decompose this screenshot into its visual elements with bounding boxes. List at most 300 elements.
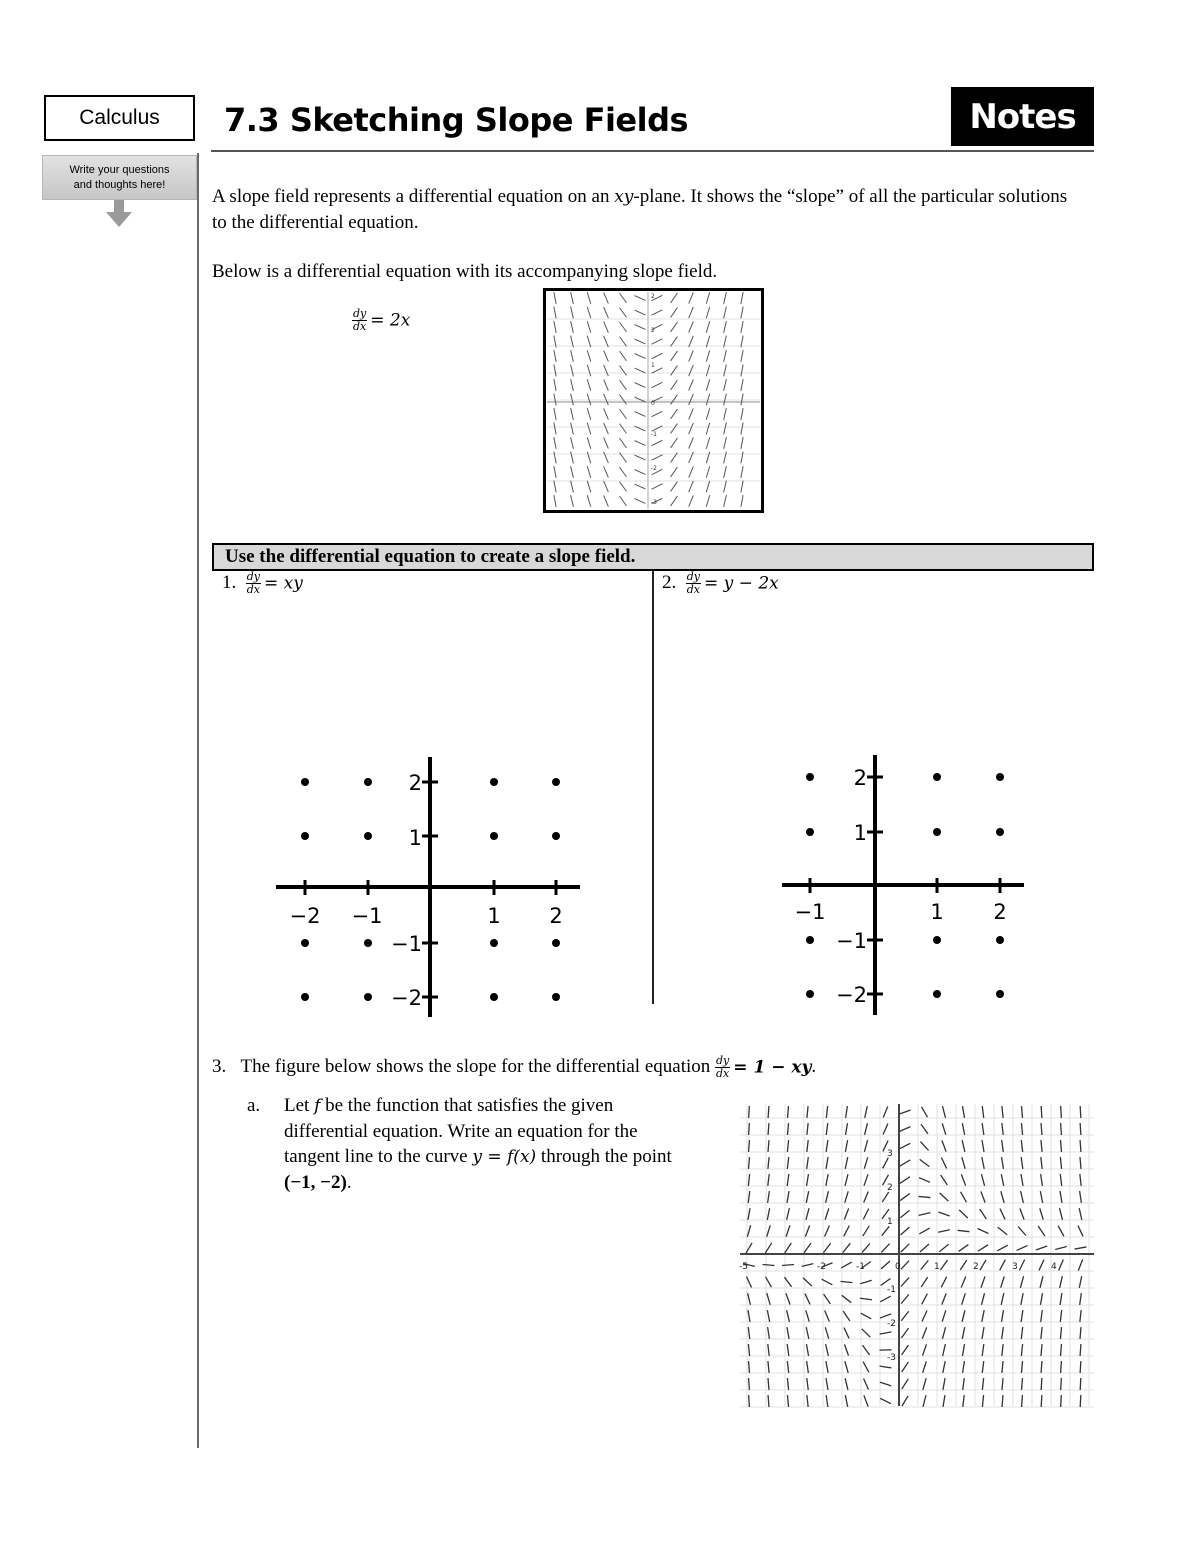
slope-segment <box>1075 1247 1087 1249</box>
slope-segment <box>900 1143 911 1148</box>
slope-segment <box>962 1293 966 1304</box>
slope-segment <box>958 1230 970 1231</box>
slope-segment <box>864 1174 868 1185</box>
slope-segment <box>1038 1226 1045 1236</box>
y-tick-label: 1 <box>408 826 422 850</box>
slope-segment <box>1080 1106 1081 1118</box>
grid-point <box>364 778 372 786</box>
slope-segment <box>825 1327 828 1338</box>
slope-segment <box>902 1345 909 1355</box>
slope-segment <box>826 1378 828 1390</box>
grid-point <box>806 990 814 998</box>
slope-segment <box>921 1277 928 1287</box>
grid-point <box>996 936 1004 944</box>
slope-segment <box>921 1260 929 1269</box>
slope-segment <box>768 1123 769 1135</box>
y-tick-label: −1 <box>391 932 422 956</box>
slope-segment <box>826 1140 828 1152</box>
slope-segment <box>1080 1191 1082 1203</box>
slope-segment <box>1021 1157 1023 1169</box>
grid-point <box>364 939 372 947</box>
slope-segment <box>920 1159 930 1166</box>
slope-segment <box>747 1225 750 1237</box>
slope-segment <box>923 1344 927 1355</box>
x-tick-label: 1 <box>487 904 501 928</box>
grid-point <box>301 778 309 786</box>
slope-segment <box>982 1310 984 1322</box>
slope-segment <box>1080 1123 1081 1135</box>
y-axis-label: 3 <box>887 1149 893 1159</box>
slope-segment <box>962 1140 965 1152</box>
slope-segment <box>961 1276 966 1287</box>
slope-segment <box>763 1265 775 1266</box>
slope-segment <box>900 1193 910 1200</box>
column-divider <box>652 571 654 1004</box>
slope-segment <box>1001 1276 1005 1287</box>
slope-segment <box>880 1382 891 1386</box>
y-axis-label: 2 <box>651 327 655 334</box>
slope-segment <box>960 1260 967 1270</box>
slope-segment <box>1060 1174 1061 1186</box>
slope-segment <box>981 1276 985 1287</box>
slope-segment <box>787 1174 789 1186</box>
slope-segment <box>1001 1293 1004 1305</box>
grid-point <box>996 990 1004 998</box>
slope-segment <box>749 1378 750 1390</box>
slope-segment <box>806 1208 809 1220</box>
slope-segment <box>1020 1276 1023 1288</box>
down-arrow-icon <box>104 200 134 230</box>
slope-segment <box>748 1310 750 1322</box>
slope-segment <box>846 1106 848 1118</box>
y-axis-label: 0 <box>651 400 655 407</box>
slope-segment <box>788 1106 789 1118</box>
slope-segment <box>1080 1174 1081 1186</box>
x-axis-label: -5 <box>739 1262 748 1272</box>
slope-segment <box>923 1395 926 1407</box>
slope-segment <box>922 1327 926 1338</box>
slope-segment <box>901 1278 909 1287</box>
slope-segment <box>938 1212 949 1216</box>
slope-segment <box>787 1157 788 1169</box>
slope-segment <box>982 1140 984 1152</box>
problem-2-equation: 2. $\frac{dy}{dx}$ = y − 2x <box>662 570 779 596</box>
slope-segment <box>807 1174 809 1186</box>
slope-segment <box>982 1395 983 1407</box>
slope-segment <box>805 1225 809 1236</box>
slope-segment <box>1021 1174 1023 1186</box>
slope-segment <box>1061 1395 1062 1407</box>
slope-segment <box>1080 1140 1081 1152</box>
grid-point <box>806 828 814 836</box>
slope-segment <box>942 1140 946 1151</box>
grid-point <box>806 773 814 781</box>
slope-segment <box>1019 1260 1024 1271</box>
y-axis-label: 1 <box>887 1217 893 1227</box>
slope-segment <box>807 1361 809 1373</box>
slope-segment <box>899 1110 910 1114</box>
slope-segment <box>1021 1123 1022 1135</box>
slope-segment <box>941 1158 946 1169</box>
slope-segment <box>938 1230 950 1233</box>
slope-segment <box>942 1293 946 1304</box>
slope-segment <box>980 1260 986 1270</box>
slope-segment <box>768 1378 769 1390</box>
slope-segment <box>749 1140 750 1152</box>
slope-segment <box>1002 1361 1003 1373</box>
slope-segment <box>881 1261 890 1269</box>
slope-segment <box>1002 1378 1003 1390</box>
slope-segment <box>787 1361 788 1373</box>
margin-note: Write your questions and thoughts here! <box>42 155 197 200</box>
slope-segment <box>1060 1276 1063 1288</box>
problem-1-grid <box>270 755 590 1020</box>
slope-segment <box>748 1327 750 1339</box>
slope-segment <box>825 1208 829 1219</box>
slope-segment <box>826 1344 829 1356</box>
slope-segment <box>844 1344 848 1355</box>
slope-segment <box>1058 1226 1064 1237</box>
slope-segment <box>982 1361 983 1373</box>
slope-segment <box>962 1157 965 1169</box>
slope-segment <box>1041 1106 1042 1118</box>
slope-segment <box>1022 1106 1023 1118</box>
slope-segment <box>1036 1246 1047 1250</box>
slope-segment <box>980 1209 987 1219</box>
slope-segment <box>749 1106 750 1118</box>
example-intro: Below is a differential equation with its accompanying slope field. <box>212 261 718 282</box>
y-tick-label: −1 <box>836 929 867 953</box>
page-title: 7.3 Sketching Slope Fields <box>224 101 689 139</box>
slope-segment <box>768 1361 769 1373</box>
slope-segment <box>1041 1123 1042 1135</box>
slope-segment <box>998 1227 1007 1234</box>
slope-segment <box>1080 1327 1081 1339</box>
slope-segment <box>825 1310 830 1321</box>
slope-segment <box>748 1361 749 1373</box>
slope-segment <box>804 1243 811 1253</box>
slope-segment <box>1021 1293 1023 1305</box>
slope-segment <box>787 1191 789 1203</box>
slope-segment <box>962 1344 964 1356</box>
slope-segment <box>997 1245 1008 1251</box>
y-axis-label: -3 <box>651 499 657 506</box>
slope-segment <box>919 1178 930 1183</box>
slope-segment <box>919 1213 931 1216</box>
slope-segment <box>1060 1157 1061 1169</box>
slope-segment <box>1021 1327 1022 1339</box>
slope-segment <box>1021 1310 1023 1322</box>
slope-segment <box>787 1208 790 1220</box>
slope-segment <box>962 1310 965 1322</box>
grid-point <box>806 936 814 944</box>
slope-segment <box>807 1378 808 1390</box>
slope-segment <box>1080 1157 1081 1169</box>
grid-point <box>490 778 498 786</box>
slope-segment <box>805 1294 810 1305</box>
slope-segment <box>942 1327 945 1339</box>
slope-segment <box>883 1158 889 1169</box>
slope-segment <box>981 1191 985 1202</box>
x-tick-label: 1 <box>930 900 944 924</box>
grid-point <box>552 993 560 1001</box>
slope-segment <box>940 1260 947 1270</box>
slope-segment <box>922 1311 927 1322</box>
slope-segment <box>1061 1378 1062 1390</box>
slope-segment <box>1079 1276 1081 1288</box>
slope-segment <box>787 1123 788 1135</box>
slope-segment <box>981 1293 984 1305</box>
slope-segment <box>1080 1293 1082 1305</box>
slope-segment <box>943 1395 945 1407</box>
slope-segment <box>919 1228 929 1234</box>
y-tick-label: 2 <box>853 766 867 790</box>
slope-segment <box>901 1227 910 1235</box>
slope-segment <box>1002 1140 1004 1152</box>
slope-segment <box>1021 1140 1022 1152</box>
slope-segment <box>923 1361 927 1372</box>
slope-segment <box>902 1396 908 1406</box>
slope-segment <box>1080 1395 1081 1407</box>
y-axis-label: -1 <box>887 1285 896 1295</box>
slope-segment <box>1061 1344 1062 1356</box>
slope-segment <box>899 1127 910 1132</box>
slope-segment <box>1040 1191 1042 1203</box>
slope-segment <box>806 1344 808 1356</box>
slope-segment <box>1041 1157 1042 1169</box>
slope-segment <box>1041 1174 1043 1186</box>
slope-segment <box>768 1327 770 1339</box>
slope-segment <box>842 1295 851 1302</box>
slope-segment <box>1021 1191 1024 1203</box>
slope-segment <box>920 1142 928 1151</box>
slope-segment <box>1000 1260 1006 1271</box>
slope-segment <box>1002 1344 1003 1356</box>
slope-segment <box>883 1106 888 1117</box>
slope-segment <box>1002 1395 1003 1407</box>
slope-segment <box>1040 1208 1043 1219</box>
problem-3a: a. Let f be the function that satisfies the given differential equation. Write an equation for the tangent line to the curve y = f(x) through the point (−1, −2). <box>247 1095 672 1193</box>
slope-segment <box>844 1328 849 1339</box>
slope-segment <box>1060 1310 1061 1322</box>
slope-segment <box>901 1261 909 1270</box>
slope-segment <box>865 1106 868 1118</box>
problem-2-grid <box>778 753 1028 1018</box>
slope-segment <box>1002 1327 1004 1339</box>
slope-segment <box>900 1210 909 1218</box>
x-tick-label: 2 <box>993 900 1007 924</box>
slope-segment <box>978 1245 988 1251</box>
slope-segment <box>982 1157 984 1169</box>
slope-segment <box>1059 1259 1064 1270</box>
slope-segment <box>1041 1361 1042 1373</box>
slope-segment <box>807 1140 808 1152</box>
slope-segment <box>748 1157 749 1169</box>
slope-segment <box>864 1157 868 1168</box>
slope-segment <box>749 1123 750 1135</box>
y-axis-label: -1 <box>651 431 657 438</box>
slope-segment <box>900 1177 910 1184</box>
slope-segment <box>978 1229 989 1234</box>
slope-segment <box>1061 1106 1062 1118</box>
x-axis-label: 3 <box>1012 1262 1018 1272</box>
slope-segment <box>1018 1227 1026 1236</box>
slope-segment <box>1078 1259 1082 1270</box>
slope-segment <box>860 1298 872 1299</box>
slope-segment <box>862 1345 869 1355</box>
slope-segment <box>843 1243 851 1252</box>
slope-segment <box>785 1243 792 1253</box>
slope-segment <box>767 1293 770 1305</box>
x-axis-label: -1 <box>856 1262 865 1272</box>
slope-segment <box>767 1225 771 1236</box>
slope-segment <box>940 1193 949 1201</box>
slope-segment <box>807 1395 808 1407</box>
slope-segment <box>861 1313 872 1319</box>
x-axis-label: 2 <box>973 1262 979 1272</box>
grid-point <box>490 993 498 1001</box>
slope-segment <box>843 1311 850 1321</box>
slope-segment <box>981 1174 984 1186</box>
slope-segment <box>845 1140 847 1152</box>
slope-segment <box>864 1395 868 1406</box>
grid-point <box>552 939 560 947</box>
slope-segment <box>749 1395 750 1407</box>
slope-segment <box>824 1294 831 1304</box>
slope-segment <box>807 1123 808 1135</box>
margin-divider <box>197 153 199 1448</box>
slope-segment <box>826 1174 828 1186</box>
example-slope-field <box>543 288 764 513</box>
slope-segment <box>1041 1344 1042 1356</box>
slope-segment <box>826 1395 828 1407</box>
slope-segment <box>919 1196 931 1197</box>
problem-1-equation: 1. $\frac{dy}{dx}$ = xy <box>222 570 303 596</box>
intro-paragraph: A slope field represents a differential equation on an xy-plane. It shows the “slope” of all the particular solutions to the differential equation. <box>212 186 1068 233</box>
slope-segment <box>1021 1344 1022 1356</box>
slope-segment <box>768 1106 769 1118</box>
slope-segment <box>826 1106 827 1118</box>
slope-segment <box>1041 1395 1042 1407</box>
slope-segment <box>901 1311 908 1320</box>
slope-segment <box>787 1310 790 1322</box>
slope-segment <box>863 1209 868 1220</box>
grid-point <box>490 939 498 947</box>
slope-segment <box>880 1314 891 1318</box>
slope-segment <box>768 1157 769 1169</box>
slope-segment <box>902 1362 909 1372</box>
slope-segment <box>1061 1123 1062 1135</box>
slope-segment <box>1055 1246 1067 1249</box>
slope-segment <box>844 1226 850 1237</box>
slope-segment <box>864 1379 869 1390</box>
slope-segment <box>1060 1327 1061 1339</box>
slope-segment <box>880 1398 891 1403</box>
slope-segment <box>882 1226 890 1235</box>
slope-segment <box>963 1361 965 1373</box>
slope-segment <box>961 1174 965 1185</box>
slope-segment <box>963 1395 964 1407</box>
slope-segment <box>845 1395 847 1407</box>
y-axis-label: 2 <box>887 1183 893 1193</box>
slope-segment <box>748 1174 749 1186</box>
slope-segment <box>982 1123 984 1135</box>
y-axis-label: -2 <box>651 465 657 472</box>
slope-segment <box>1080 1378 1081 1390</box>
title-divider <box>211 150 1094 152</box>
slope-segment <box>1080 1361 1081 1373</box>
slope-segment <box>959 1245 969 1252</box>
slope-segment <box>860 1280 871 1283</box>
slope-segment <box>1001 1191 1004 1203</box>
slope-segment <box>943 1361 945 1373</box>
x-axis-label: -2 <box>817 1262 826 1272</box>
slope-segment <box>782 1265 794 1266</box>
grid-point <box>933 773 941 781</box>
slope-segment <box>807 1157 809 1169</box>
slope-segment <box>1078 1226 1083 1237</box>
slope-segment <box>1000 1209 1005 1220</box>
slope-segment <box>826 1123 828 1135</box>
slope-segment <box>900 1160 910 1166</box>
slope-segment <box>883 1124 888 1135</box>
slope-segment <box>1040 1276 1043 1288</box>
slope-segment <box>941 1175 948 1185</box>
slope-segment <box>786 1293 790 1304</box>
slope-segment <box>768 1140 769 1152</box>
slope-segment <box>1017 1246 1028 1251</box>
slope-segment <box>846 1123 848 1135</box>
x-tick-label: −2 <box>289 904 321 928</box>
slope-segment <box>901 1244 910 1252</box>
grid-point <box>933 828 941 836</box>
slope-segment <box>1022 1395 1023 1407</box>
grid-point <box>933 990 941 998</box>
slope-segment <box>1002 1123 1003 1135</box>
slope-segment <box>1020 1208 1024 1219</box>
slope-segment <box>882 1192 888 1202</box>
grid-point <box>552 832 560 840</box>
slope-segment <box>1041 1140 1042 1152</box>
slope-segment <box>845 1157 848 1169</box>
slope-segment <box>826 1361 828 1373</box>
slope-segment <box>1022 1378 1023 1390</box>
slope-segment <box>942 1310 946 1321</box>
slope-segment <box>807 1106 808 1118</box>
slope-segment <box>962 1106 964 1118</box>
slope-segment <box>826 1191 829 1203</box>
slope-segment <box>1061 1361 1062 1373</box>
y-axis-label: -2 <box>887 1319 896 1329</box>
slope-segment <box>864 1140 867 1152</box>
slope-segment <box>901 1294 909 1303</box>
y-tick-label: −2 <box>836 983 867 1007</box>
x-tick-label: −1 <box>794 900 826 924</box>
slope-segment <box>1079 1208 1082 1220</box>
slope-segment <box>768 1344 769 1356</box>
slope-segment <box>959 1210 968 1218</box>
problem-3-slope-field <box>738 1102 1096 1408</box>
slope-segment <box>841 1262 851 1268</box>
slope-segment <box>768 1191 770 1203</box>
slope-segment <box>963 1378 965 1390</box>
notes-badge: Notes <box>951 87 1094 146</box>
example-equation: $\frac{dy}{dx}$ = 2x <box>353 307 411 333</box>
slope-segment <box>941 1277 946 1288</box>
slope-segment <box>823 1243 830 1253</box>
slope-segment <box>787 1140 788 1152</box>
slope-segment <box>1061 1140 1062 1152</box>
